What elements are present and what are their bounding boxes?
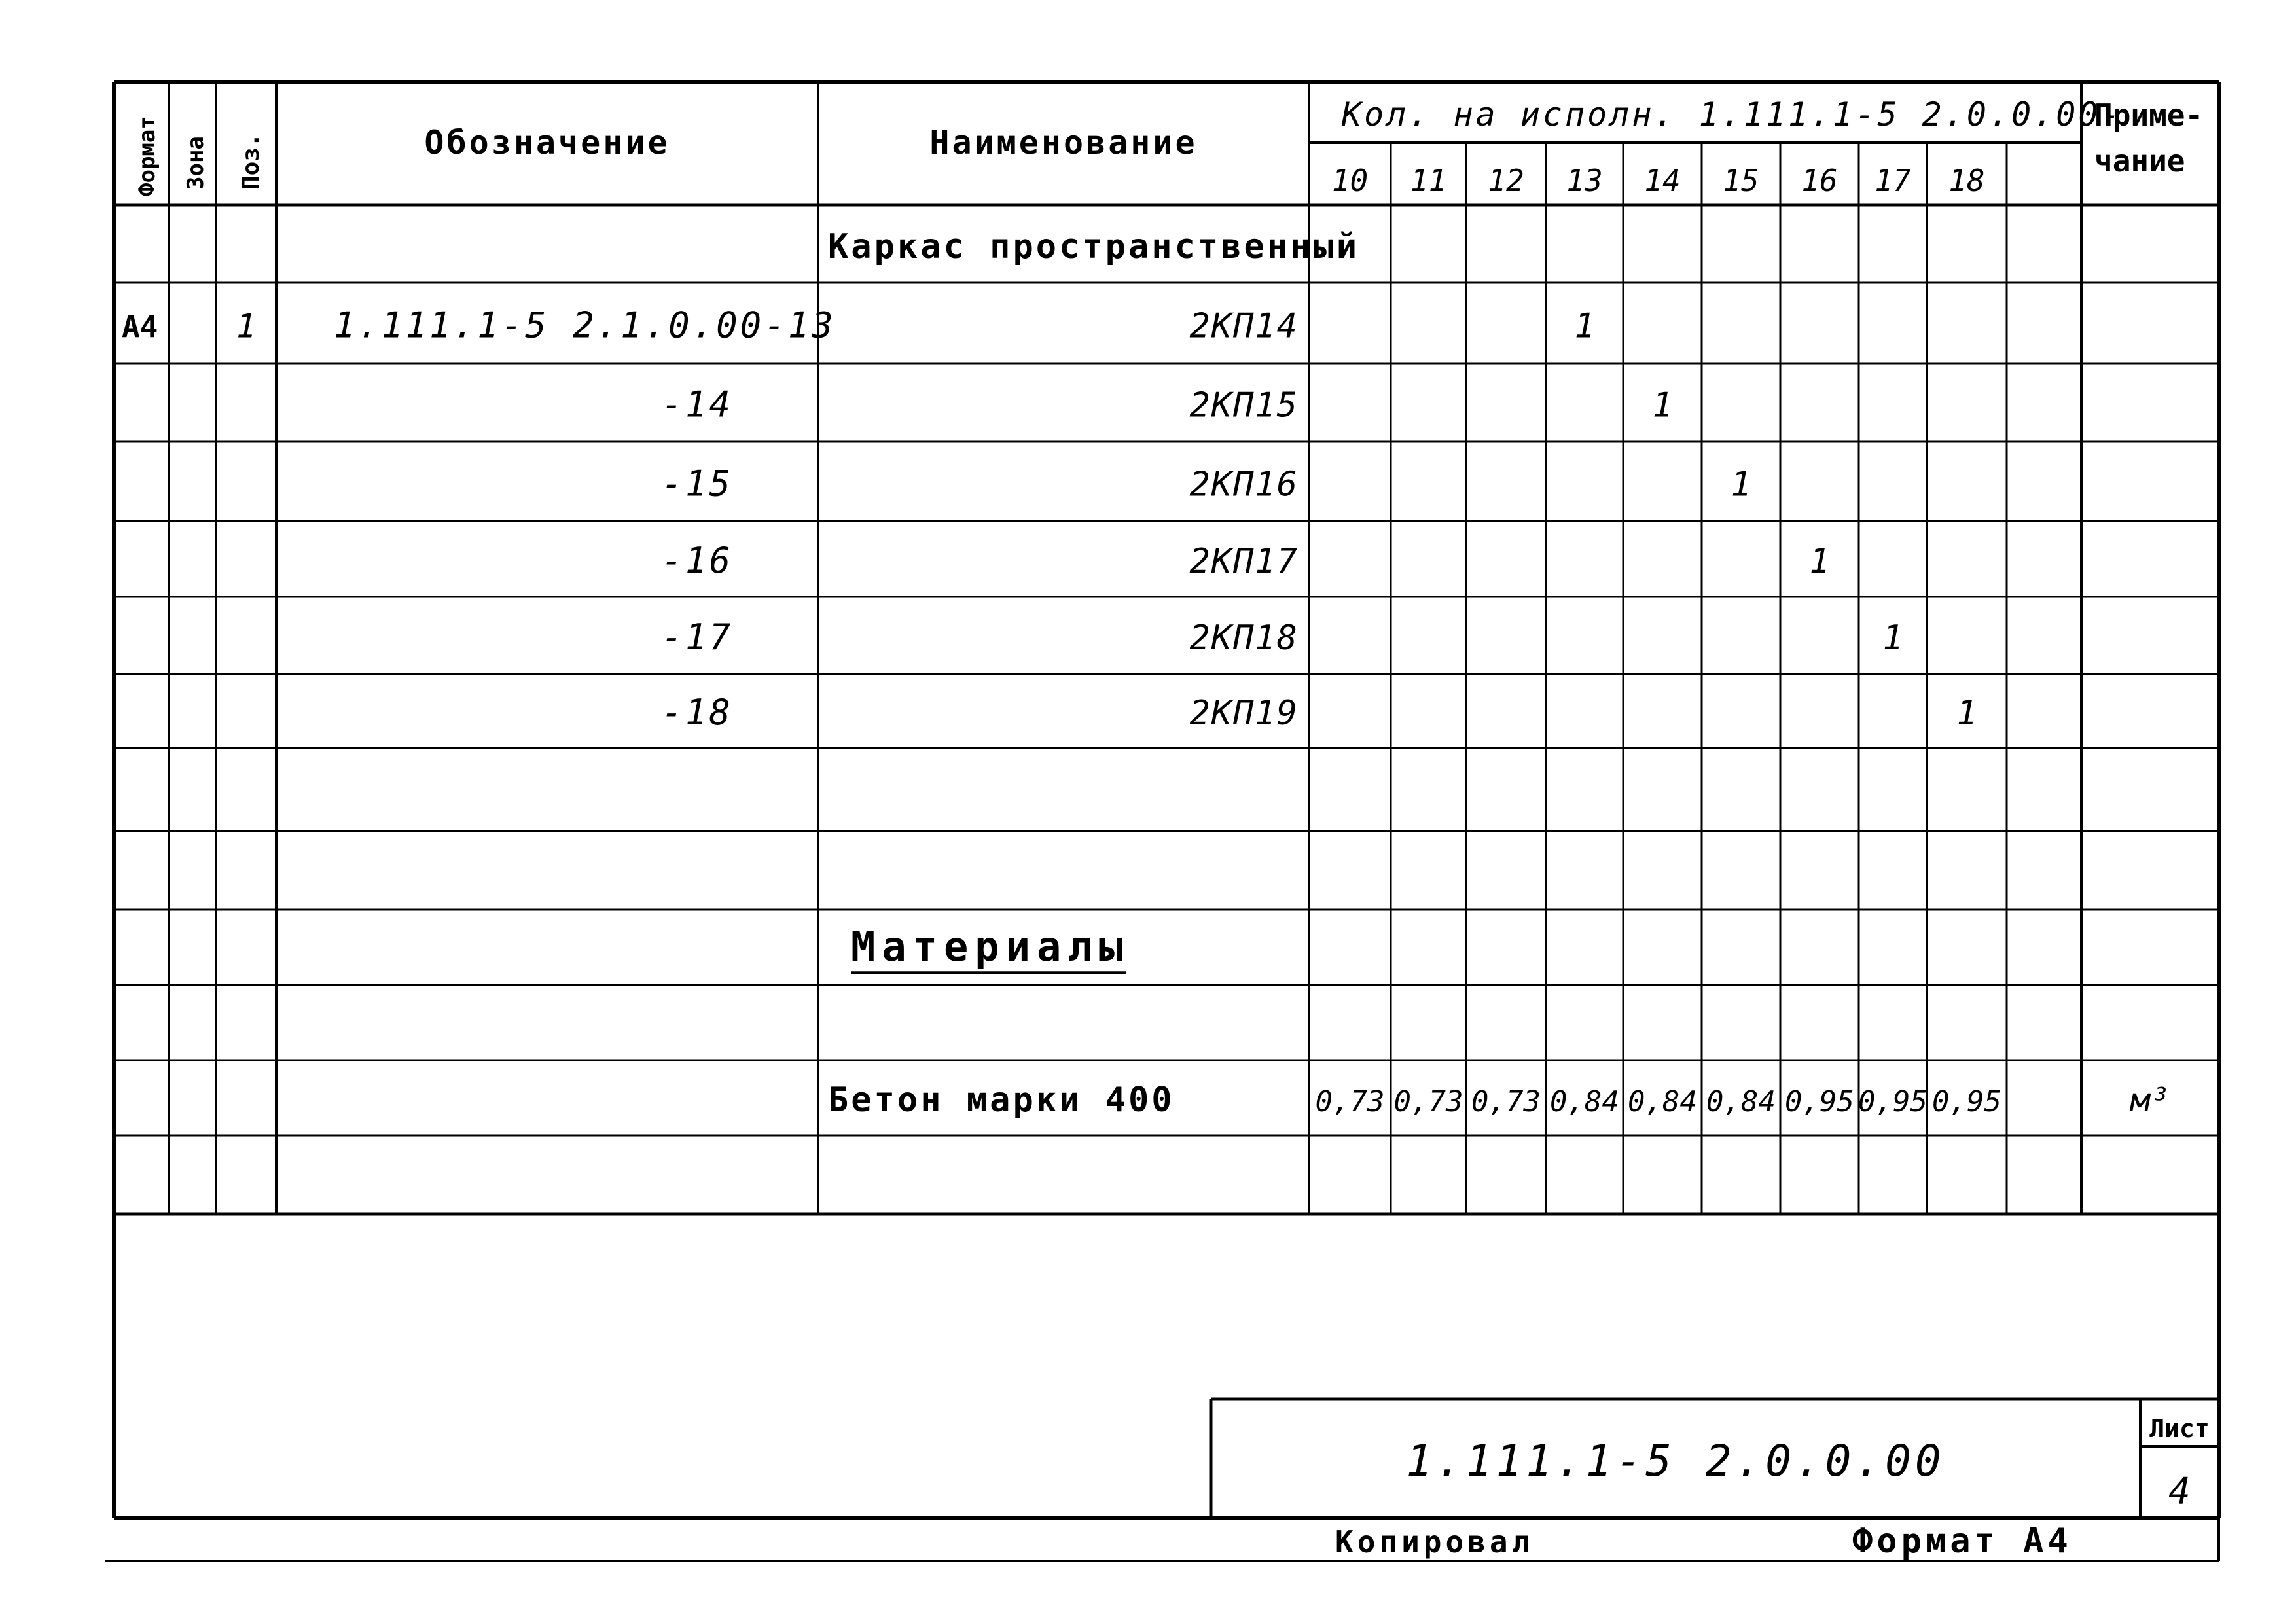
doc-code: 1.111.1-5 2.0.0.00 <box>1406 1436 1945 1486</box>
row-qty: 1 <box>1956 693 1977 733</box>
row-qty: 1 <box>1652 385 1673 425</box>
header-note-2: чание <box>2094 143 2185 179</box>
row-qty: 0,73 <box>1315 1085 1385 1119</box>
row-name: 2КП15 <box>1189 385 1299 425</box>
row-qty: 0,95 <box>1858 1085 1928 1119</box>
header-qty-col: 10 <box>1331 163 1369 198</box>
header-qty-col: 17 <box>1874 163 1911 198</box>
row-qty: 1 <box>1731 465 1751 505</box>
header-format: Формат <box>134 116 160 196</box>
row-designation: -15 <box>661 463 733 505</box>
row-format: А4 <box>122 309 158 345</box>
row-designation: -16 <box>661 539 733 581</box>
header-zone: Зона <box>183 136 209 190</box>
row-name: Каркас пространственный <box>828 226 1360 266</box>
sheet-label: Лист <box>2149 1414 2210 1443</box>
header-qty-col: 11 <box>1410 163 1447 198</box>
row-qty: 0,95 <box>1932 1085 2001 1119</box>
row-designation: -17 <box>661 616 733 658</box>
header-pos: Поз. <box>238 133 264 190</box>
row-name: 2КП16 <box>1189 465 1299 505</box>
row-designation: -14 <box>661 383 733 425</box>
row-name: 2КП18 <box>1189 618 1299 658</box>
header-qty-col: 15 <box>1723 163 1759 198</box>
row-qty: 0,84 <box>1628 1085 1697 1119</box>
header-note: Приме- <box>2094 98 2204 133</box>
header-qty-col: 13 <box>1566 163 1603 198</box>
row-qty: 0,84 <box>1550 1085 1619 1119</box>
row-pos: 1 <box>236 307 257 346</box>
header-designation: Обозначение <box>424 124 670 162</box>
row-name: 2КП14 <box>1189 306 1299 346</box>
header-qty-col: 14 <box>1644 163 1681 198</box>
row-qty: 0,73 <box>1471 1085 1541 1119</box>
header-qty-title: Кол. на исполн. 1.111.1-5 2.0.0.00- <box>1342 96 2123 134</box>
footer-format: Формат А4 <box>1852 1522 2072 1561</box>
row-qty: 0,73 <box>1393 1085 1463 1119</box>
header-qty-col: 18 <box>1948 163 1985 198</box>
materials-heading: Материалы <box>851 923 1130 971</box>
row-designation: -18 <box>661 691 733 733</box>
sheet-number: 4 <box>2168 1471 2191 1513</box>
row-note: м³ <box>2130 1081 2170 1120</box>
header-qty-col: 16 <box>1801 163 1838 198</box>
row-name: 2КП17 <box>1189 541 1299 581</box>
row-qty: 1 <box>1809 541 1830 581</box>
row-name: 2КП19 <box>1189 693 1299 733</box>
row-name: Бетон марки 400 <box>828 1080 1175 1120</box>
row-qty: 1 <box>1574 306 1595 346</box>
row-qty: 1 <box>1882 618 1903 658</box>
footer-copied: Копировал <box>1335 1524 1534 1560</box>
row-designation: 1.111.1-5 2.1.0.00-13 <box>334 304 836 346</box>
row-qty: 0,95 <box>1785 1085 1854 1119</box>
header-qty-col: 12 <box>1488 163 1524 198</box>
row-qty: 0,84 <box>1706 1085 1776 1119</box>
header-name: Наименование <box>929 124 1198 162</box>
